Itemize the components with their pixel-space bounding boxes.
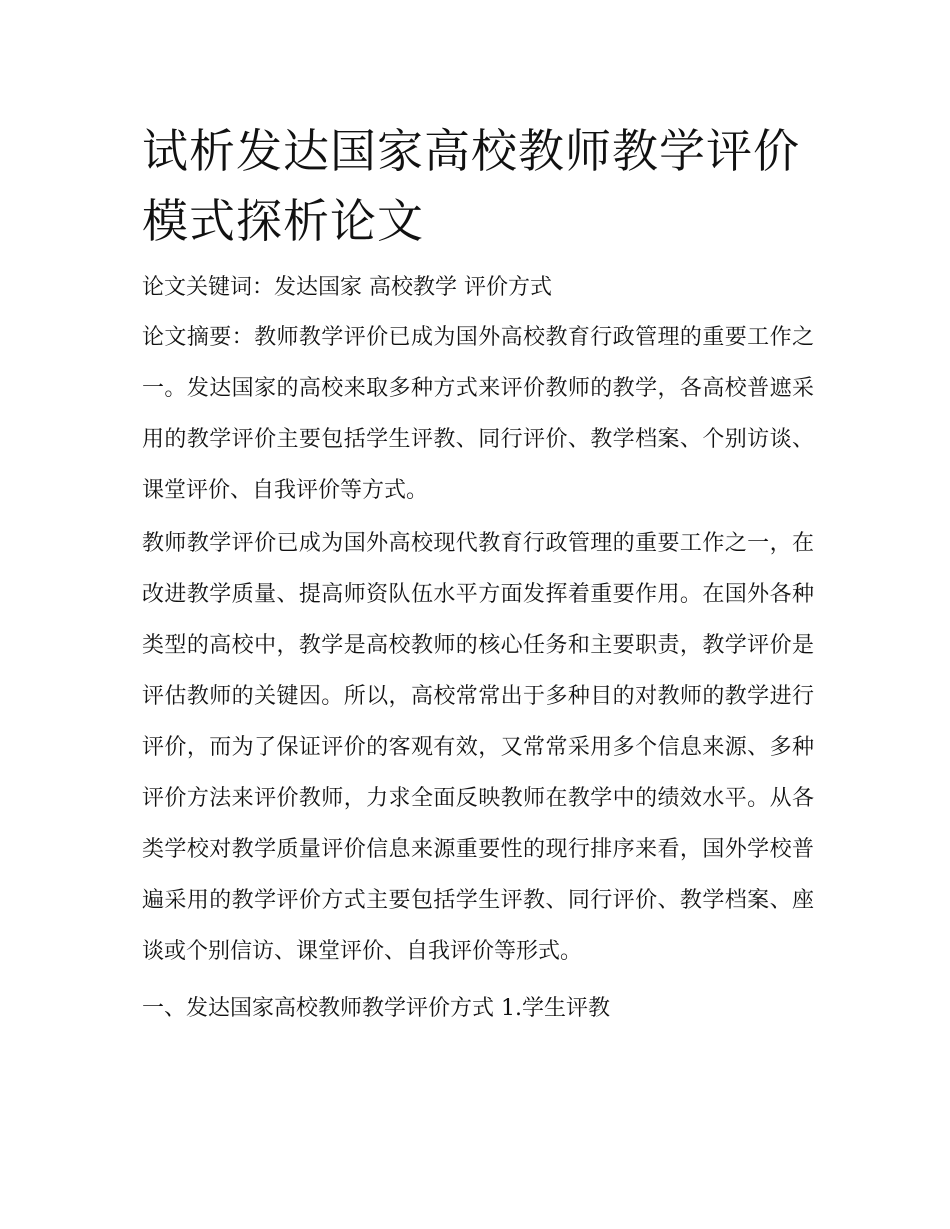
body-paragraph: 教师教学评价已成为国外高校现代教育行政管理的重要工作之一，在改进教学质量、提高师资队伍水平方面发挥着重要作用。在国外各种类型的高校中，教学是高校教师的核心任务和主要职责，教学评价是评估教师的关键因。所以，高校常常出于多种目的对教师的教学进行评价，而为了保证评价的客观有效，又常常采用多个信息来源、多种评价方法来评价教师，力求全面反映教师在教学中的绩效水平。从各类学校对教学质量评价信息来源重要性的现行排序来看，国外学校普遍采用的教学评价方式主要包括学生评教、同行评价、教学档案、座谈或个别信访、课堂评价、自我评价等形式。 [142, 531, 814, 964]
section-heading: 一、发达国家高校教师教学评价方式 1.学生评教 [142, 996, 610, 1021]
document-page [142, 116, 814, 1034]
document-title: 试析发达国家高校教师教学评价模式探析论文 [142, 124, 800, 248]
keywords-line: 论文关键词：发达国家 高校教学 评价方式 [142, 275, 552, 300]
abstract-paragraph: 论文摘要：教师教学评价已成为国外高校教育行政管理的重要工作之一。发达国家的高校来取多种方式来评价教师的教学，各高校普遮采用的教学评价主要包括学生评教、同行评价、教学档案、个别访谈、课堂评价、自我评价等方式。 [142, 325, 814, 503]
